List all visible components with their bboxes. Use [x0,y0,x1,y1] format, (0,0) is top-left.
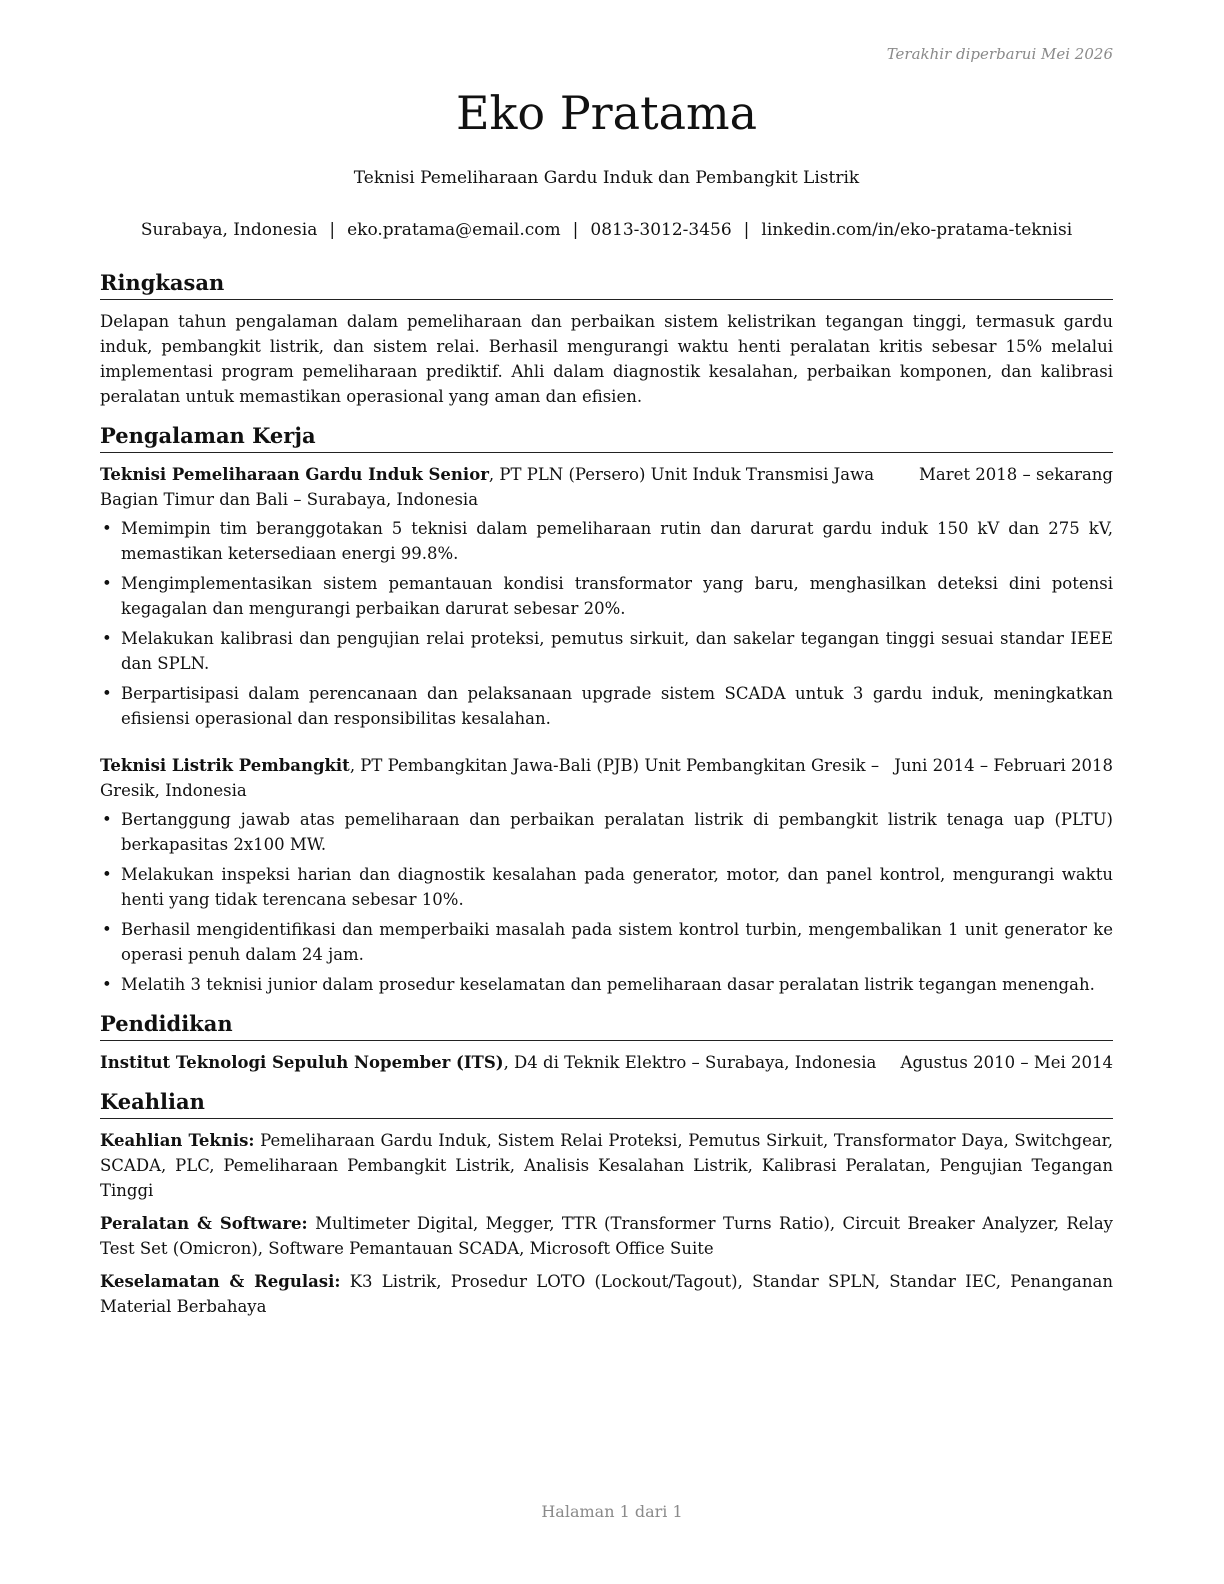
education-section [100,1009,1113,1075]
skill-group [100,1128,1113,1203]
job-entry [100,462,1113,731]
page-footer: Halaman 1 dari 1 [541,1502,683,1521]
job-header [100,462,1113,512]
resume-content [100,268,1113,1331]
skill-text: Multimeter Digital, Megger, TTR (Transformer Turns Ratio), Circuit Breaker Analyzer, Relay Test Set (Omicron), Software Pemantauan SCADA, Microsoft Office Suite [100,1214,1113,1258]
job-bullet: • Bertanggung jawab atas pemeliharaan dan perbaikan peralatan listrik di pembangkit listrik tenaga uap (PLTU) berkapasitas 2x100 MW. [100,807,1113,857]
skill-label: Peralatan & Software: [100,1214,308,1233]
job-title: Teknisi Pemeliharaan Gardu Induk dan Pembangkit Listrik [353,168,860,188]
contact-location: Surabaya, Indonesia [140,220,318,240]
section-title-education: Pendidikan [100,1009,1113,1041]
education-date: Agustus 2010 – Mei 2014 [900,1053,1113,1072]
section-title-skills: Keahlian [100,1087,1113,1119]
education-school: Institut Teknologi Sepuluh Nopember (ITS) [100,1053,504,1072]
section-title-summary: Ringkasan [100,268,1113,300]
last-updated: Terakhir diperbarui Mei 2026 [886,45,1113,63]
job-bullet: • Mengimplementasikan sistem pemantauan kondisi transformator yang baru, menghasilkan deteksi dini potensi kegagalan dan mengurangi perbaikan darurat sebesar 20%. [100,571,1113,621]
job-bullets [100,807,1113,997]
skill-text: Pemeliharaan Gardu Induk, Sistem Relai Proteksi, Pemutus Sirkuit, Transformator Daya, Switchgear, SCADA, PLC, Pemeliharaan Pembangkit Listrik, Analisis Kesalahan Listrik, Kalibrasi Peralatan, Pengujian Tegangan Tinggi [100,1131,1114,1200]
job-bullet: • Melatih 3 teknisi junior dalam prosedur keselamatan dan pemeliharaan dasar peralatan listrik tegangan menengah. [100,972,1113,997]
job-bullet: • Berhasil mengidentifikasi dan memperbaiki masalah pada sistem kontrol turbin, mengembalikan 1 unit generator ke operasi penuh dalam 24 jam. [100,917,1113,967]
contact-phone: 0813-3012-3456 [590,220,732,240]
job-date: Maret 2018 – sekarang [919,465,1113,484]
job-role: Teknisi Listrik Pembangkit [100,756,350,775]
skill-label: Keahlian Teknis: [100,1131,255,1150]
skill-label: Keselamatan & Regulasi: [100,1272,341,1291]
skills-section [100,1087,1113,1319]
job-header [100,753,1113,803]
job-bullet: • Melakukan kalibrasi dan pengujian relai proteksi, pemutus sirkuit, dan sakelar tegangan tinggi sesuai standar IEEE dan SPLN. [100,626,1113,676]
experience-section [100,421,1113,997]
skill-group [100,1269,1113,1319]
job-bullet: • Berpartisipasi dalam perencanaan dan pelaksanaan upgrade sistem SCADA untuk 3 gardu induk, meningkatkan efisiensi operasional dan responsibilitas kesalahan. [100,681,1113,731]
skill-group [100,1211,1113,1261]
job-bullet: • Melakukan inspeksi harian dan diagnostik kesalahan pada generator, motor, dan panel kontrol, mengurangi waktu henti yang tidak terencana sebesar 10%. [100,862,1113,912]
contact-line [100,220,1113,240]
job-bullets [100,516,1113,731]
contact-email[interactable]: eko.pratama@email.com [347,220,561,240]
education-detail: , D4 di Teknik Elektro – Surabaya, Indonesia [503,1053,877,1072]
contact-linkedin[interactable]: linkedin.com/in/eko-pratama-teknisi [761,220,1073,240]
person-name: Eko Pratama [455,86,758,140]
job-bullet: • Memimpin tim beranggotakan 5 teknisi dalam pemeliharaan rutin dan darurat gardu induk 150 kV dan 275 kV, memastikan ketersediaan energi 99.8%. [100,516,1113,566]
contact-separator: | [572,220,579,240]
job-org: , PT Pembangkitan Jawa-Bali (PJB) Unit Pembangkitan Gresik – Gresik, Indonesia [100,756,880,800]
education-entry [100,1050,1113,1075]
contact-separator: | [743,220,750,240]
skill-text: K3 Listrik, Prosedur LOTO (Lockout/Tagout), Standar SPLN, Standar IEC, Penanganan Material Berbahaya [100,1272,1113,1316]
contact-separator: | [329,220,336,240]
summary-text: Delapan tahun pengalaman dalam pemeliharaan dan perbaikan sistem kelistrikan tegangan tinggi, termasuk gardu induk, pembangkit listrik, dan sistem relai. Berhasil mengurangi waktu henti peralatan kritis sebesar 15% melalui implementasi program pemeliharaan prediktif. Ahli dalam diagnostik kesalahan, perbaikan komponen, dan kalibrasi peralatan untuk memastikan operasional yang aman dan efisien. [100,312,1113,406]
job-role: Teknisi Pemeliharaan Gardu Induk Senior [100,465,489,484]
job-entry [100,753,1113,997]
summary-section [100,268,1113,409]
section-title-experience: Pengalaman Kerja [100,421,1113,453]
job-date: Juni 2014 – Februari 2018 [894,756,1113,775]
job-org: , PT PLN (Persero) Unit Induk Transmisi Jawa Bagian Timur dan Bali – Surabaya, Indonesia [100,465,875,509]
